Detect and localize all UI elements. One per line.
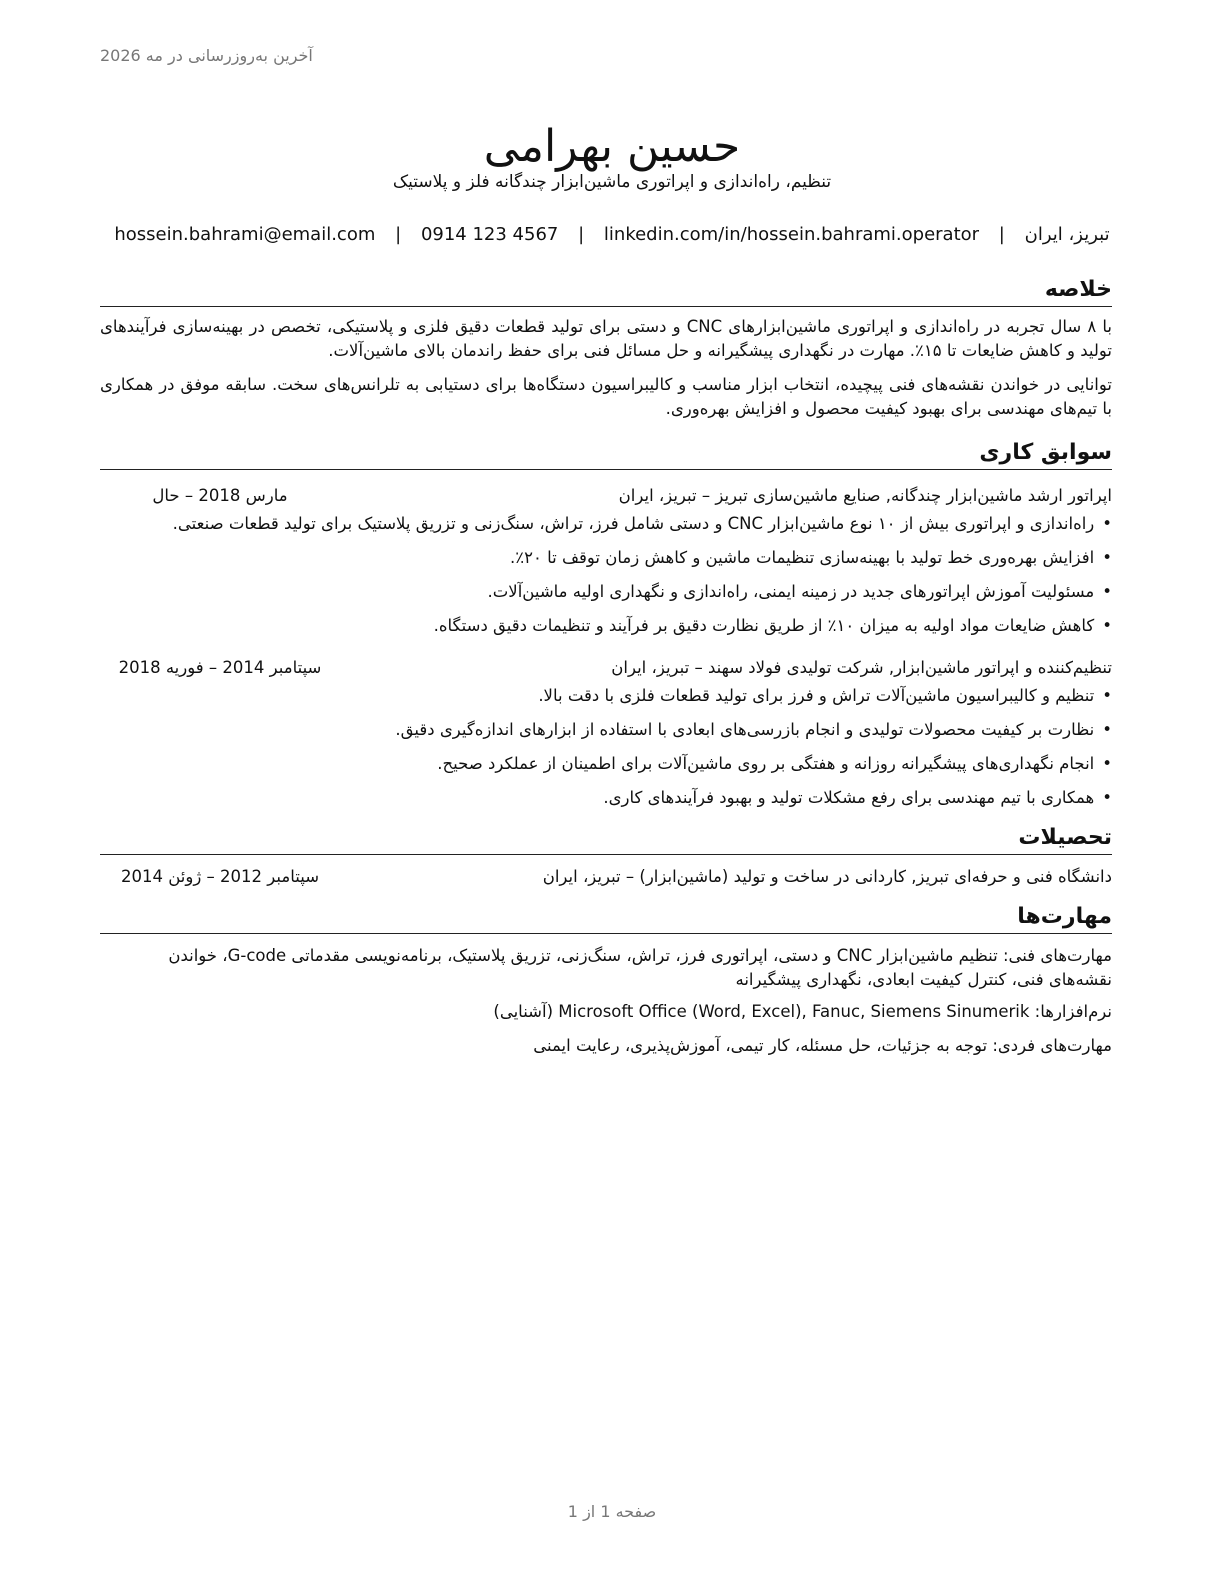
summary-section (100, 272, 1112, 421)
job-bullet: • نظارت بر کیفیت محصولات تولیدی و انجام بازرسی‌های ابعادی با استفاده از ابزارهای اندازه‌گیری دقیق. (100, 718, 1112, 742)
job-title-company: تنظیم‌کننده و اپراتور ماشین‌ابزار, شرکت تولیدی فولاد سهند – تبریز، ایران (611, 658, 1112, 677)
job-header (100, 656, 1112, 680)
job-bullet: • راه‌اندازی و اپراتوری بیش از ۱۰ نوع ماشین‌ابزار CNC و دستی شامل فرز، تراش، سنگ‌زنی و تزریق پلاستیک برای تولید قطعات صنعتی. (100, 512, 1112, 536)
education-institution-degree: دانشگاه فنی و حرفه‌ای تبریز, کاردانی در ساخت و تولید (ماشین‌ابزار) – تبریز، ایران (542, 867, 1112, 886)
job-bullets (100, 684, 1112, 810)
job-bullet: • انجام نگهداری‌های پیشگیرانه روزانه و هفتگی بر روی ماشین‌آلات برای اطمینان از عملکرد صحیح. (100, 752, 1112, 776)
job-bullet: • همکاری با تیم مهندسی برای رفع مشکلات تولید و بهبود فرآیندهای کاری. (100, 786, 1112, 810)
job-entry (100, 656, 1112, 810)
job-dates: سپتامبر 2014 – فوریه 2018 (118, 658, 322, 677)
section-title-summary: خلاصه (100, 272, 1112, 307)
section-title-experience: سوابق کاری (100, 435, 1112, 470)
job-entry (100, 484, 1112, 638)
section-title-skills: مهارت‌ها (100, 899, 1112, 934)
experience-section (100, 435, 1112, 810)
job-header (100, 484, 1112, 508)
job-bullets (100, 512, 1112, 638)
education-dates: سپتامبر 2012 – ژوئن 2014 (120, 867, 320, 886)
candidate-headline: تنظیم، راه‌اندازی و اپراتوری ماشین‌ابزار چندگانه فلز و پلاستیک (392, 172, 832, 192)
education-section (100, 820, 1112, 889)
last-updated-note: آخرین به‌روزرسانی در مه 2026 (100, 46, 313, 65)
contact-line (0, 224, 1224, 245)
skills-line: مهارت‌های فردی: توجه به جزئیات، حل مسئله، کار تیمی، آموزش‌پذیری، رعایت ایمنی (533, 1036, 1112, 1055)
job-bullet: • تنظیم و کالیبراسیون ماشین‌آلات تراش و فرز برای تولید قطعات فلزی با دقت بالا. (100, 684, 1112, 708)
contact-location: تبریز، ایران (1024, 224, 1110, 245)
section-title-education: تحصیلات (100, 820, 1112, 855)
contact-separator: | (578, 224, 585, 245)
contact-linkedin[interactable]: linkedin.com/in/hossein.bahrami.operator (603, 224, 980, 245)
skills-section (100, 899, 1112, 1058)
job-title-company: اپراتور ارشد ماشین‌ابزار چندگانه, صنایع ماشین‌سازی تبریز – تبریز، ایران (618, 486, 1112, 505)
skills-line: مهارت‌های فنی: تنظیم ماشین‌ابزار CNC و دستی، اپراتوری فرز، تراش، سنگ‌زنی، تزریق پلاستیک، برنامه‌نویسی مقدماتی G-code، خواندن نقشه‌های فنی، کنترل کیفیت ابعادی، نگهداری پیشگیرانه (168, 946, 1112, 989)
contact-phone[interactable]: 0914 123 4567 (420, 224, 559, 245)
summary-paragraph: توانایی در خواندن نقشه‌های فنی پیچیده، انتخاب ابزار مناسب و کالیبراسیون دستگاه‌ها برای دستیابی به تلرانس‌های سخت. سابقه موفق در همکاری با تیم‌های مهندسی برای بهبود کیفیت محصول و افزایش بهره‌وری. (100, 375, 1112, 418)
job-bullet: • مسئولیت آموزش اپراتورهای جدید در زمینه ایمنی، راه‌اندازی و نگهداری اولیه ماشین‌آلات. (100, 580, 1112, 604)
contact-separator: | (395, 224, 402, 245)
job-bullet: • کاهش ضایعات مواد اولیه به میزان ۱۰٪ از طریق نظارت دقیق بر فرآیند و تنظیمات دقیق دستگاه. (100, 614, 1112, 638)
job-dates: مارس 2018 – حال (152, 486, 288, 505)
contact-separator: | (998, 224, 1005, 245)
candidate-name: حسین بهرامی (483, 121, 741, 173)
page-number: صفحه 1 از 1 (567, 1502, 657, 1521)
resume-body (100, 272, 1112, 1058)
summary-paragraph: با ۸ سال تجربه در راه‌اندازی و اپراتوری ماشین‌ابزارهای CNC و دستی برای تولید قطعات دقیق فلزی و پلاستیکی، تخصص در بهینه‌سازی فرآیندهای تولید و کاهش ضایعات تا ۱۵٪. مهارت در نگهداری پیشگیرانه و حل مسائل فنی برای حفظ راندمان بالای ماشین‌آلات. (100, 317, 1112, 360)
education-entry (100, 865, 1112, 889)
contact-email[interactable]: hossein.bahrami@email.com (114, 224, 376, 245)
skills-line: نرم‌افزارها: Microsoft Office (Word, Excel), Fanuc, Siemens Sinumerik (آشنایی) (493, 1002, 1112, 1021)
job-bullet: • افزایش بهره‌وری خط تولید با بهینه‌سازی تنظیمات ماشین و کاهش زمان توقف تا ۲۰٪. (100, 546, 1112, 570)
